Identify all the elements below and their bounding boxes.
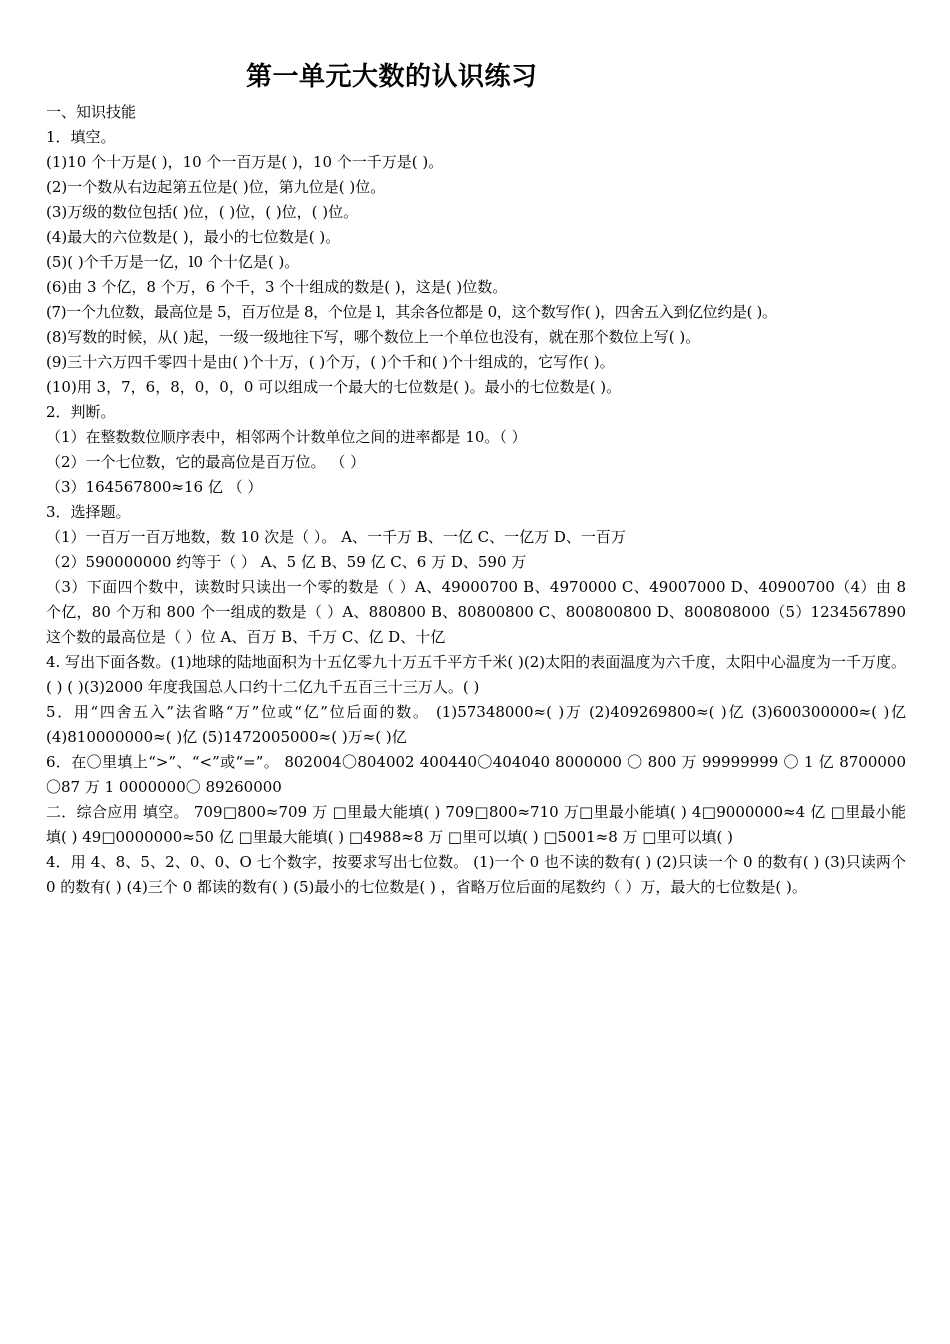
worksheet-body (46, 100, 906, 900)
fill-blank-item-7: (7)一个九位数，最高位是 5，百万位是 8，个位是 l，其余各位都是 0，这个数写作( )，四舍五入到亿位约是( )。 (46, 303, 777, 321)
question-heading-judge: 2．判断。 (46, 403, 116, 421)
fill-blank-item-2: (2)一个数从右边起第五位是( )位，第九位是( )位。 (46, 178, 386, 196)
question-heading-choice: 3．选择题。 (46, 503, 131, 521)
page-title: 第一单元大数的认识练习 (246, 62, 538, 92)
fill-blank-item-5: (5)( )个千万是一亿，l0 个十亿是( )。 (46, 253, 300, 271)
fill-blank-item-6: (6)由 3 个亿，8 个万，6 个千，3 个十组成的数是( )，这是( )位数。 (46, 278, 508, 296)
section-heading-knowledge-skills: 一、知识技能 (46, 103, 137, 121)
fill-blank-item-1: (1)10 个十万是( )，10 个一百万是( )，10 个一千万是( )。 (46, 153, 444, 171)
judge-item-3: （3）164567800≈16 亿 （ ） (46, 478, 263, 496)
question-compare: 6．在〇里填上“>”、“<”或“=”。 802004〇804002 400440〇404040 8000000 〇 800 万 99999999 〇 1 亿 8700000 〇87 万 1 0000000〇 89260000 (46, 753, 906, 796)
question-rounding: 5．用“四舍五入”法省略“万”位或“亿”位后面的数。 (1)57348000≈( )万 (2)409269800≈( )亿 (3)600300000≈( )亿 (4)810000000≈( )亿 (5)1472005000≈( )万≈( )亿 (46, 703, 906, 746)
judge-item-2: （2）一个七位数，它的最高位是百万位。 （ ） (46, 453, 366, 471)
choice-item-1: （1）一百万一百万地数，数 10 次是（ ）。 A、一千万 B、一亿 C、一亿万 D、一百万 (46, 528, 626, 546)
question-heading-fill-blank: 1．填空。 (46, 128, 116, 146)
choice-item-2: （2）590000000 约等于（ ） A、5 亿 B、59 亿 C、6 万 D、590 万 (46, 553, 527, 571)
choice-items-3-to-5: （3）下面四个数中，读数时只读出一个零的数是（ ）A、49000700 B、4970000 C、49007000 D、40900700（4）由 8 个亿，80 个万和 800 个一组成的数是（ ）A、880800 B、80800800 C、800800800 D、800808000（5）1234567890 这个数的最高位是（ ）位 A、百万 B、千万 C、亿 D、十亿 (46, 578, 906, 646)
judge-item-1: （1）在整数数位顺序表中，相邻两个计数单位之间的进率都是 10。（ ） (46, 428, 527, 446)
section-comprehensive-application: 二．综合应用 填空。 709□800≈709 万 □里最大能填( ) 709□800≈710 万□里最小能填( ) 4□9000000≈4 亿 □里最小能填( ) 49□0000000≈50 亿 □里最大能填( ) □4988≈8 万 □里可以填( ) □5001≈8 万 □里可以填( ) (46, 803, 906, 846)
question-seven-digit-numbers: 4．用 4、8、5、2、0、0、O 七个数字，按要求写出七位数。 (1)一个 0 也不读的数有( ) (2)只读一个 0 的数有( ) (3)只读两个 0 的数有( ) (4)三个 0 都读的数有( ) (5)最小的七位数是( ) ，省略万位后面的尾数约（ ）万，最大的七位数是( )。 (46, 853, 906, 896)
fill-blank-item-8: (8)写数的时候，从( )起，一级一级地往下写，哪个数位上一个单位也没有，就在那个数位上写( )。 (46, 328, 701, 346)
fill-blank-item-9: (9)三十六万四千零四十是由( )个十万，( )个万，( )个千和( )个十组成的，它写作( )。 (46, 353, 615, 371)
fill-blank-item-4: (4)最大的六位数是( )，最小的七位数是( )。 (46, 228, 341, 246)
question-write-numbers: 4. 写出下面各数。(1)地球的陆地面积为十五亿零九十万五千平方千米( )(2)太阳的表面温度为六千度，太阳中心温度为一千万度。( ) ( )(3)2000 年度我国总人口约十二亿九千五百三十三万人。( ) (46, 653, 906, 696)
fill-blank-item-3: (3)万级的数位包括( )位，( )位，( )位，( )位。 (46, 203, 359, 221)
fill-blank-item-10: (10)用 3，7，6，8，0，0，0 可以组成一个最大的七位数是( )。最小的七位数是( )。 (46, 378, 622, 396)
